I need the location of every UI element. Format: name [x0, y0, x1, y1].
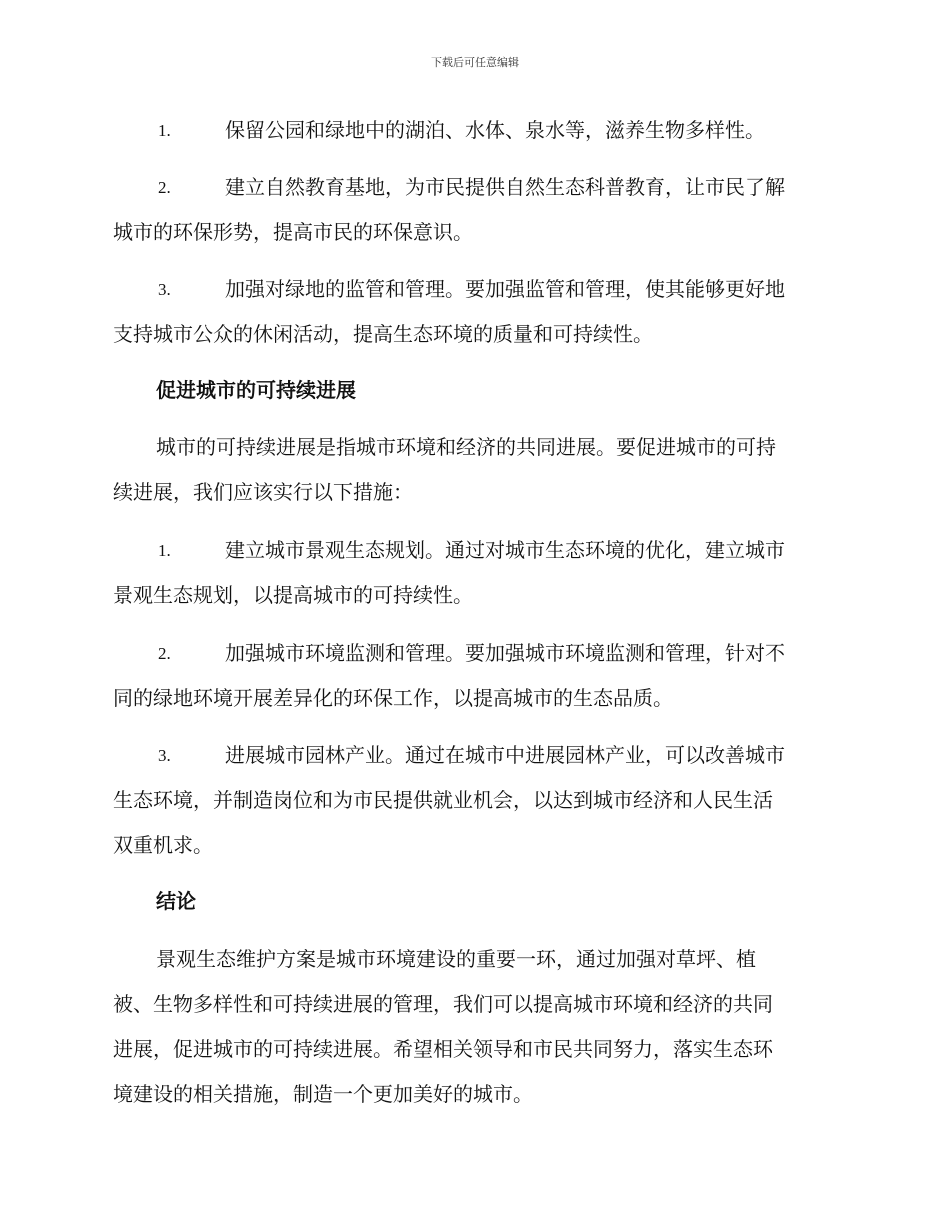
list-text-line: 进展城市园林产业。通过在城市中进展园林产业，可以改善城市 [225, 743, 785, 767]
paragraph [113, 937, 835, 1117]
list-text-line: 建立自然教育基地，为市民提供自然生态科普教育，让市民了解 [225, 175, 785, 199]
list-text-line: 生态环境，并制造岗位和为市民提供就业机会，以达到城市经济和人民生活 [113, 788, 773, 812]
list-item [113, 267, 835, 357]
list-number: 2. [158, 178, 171, 197]
paragraph-line: 境建设的相关措施，制造一个更加美好的城市。 [113, 1082, 533, 1106]
paragraph [113, 425, 835, 515]
list-text-line: 加强对绿地的监管和管理。要加强监管和管理，使其能够更好地 [225, 277, 785, 301]
list-item [113, 165, 835, 255]
section-heading: 促进城市的可持续进展 [156, 378, 356, 402]
list-text-line: 城市的环保形势，提高市民的环保意识。 [113, 220, 473, 244]
list-text-line: 加强城市环境监测和管理。要加强城市环境监测和管理，针对不 [225, 641, 785, 665]
list-text-line: 建立城市景观生态规划。通过对城市生态环境的优化，建立城市 [225, 538, 785, 562]
paragraph-line: 景观生态维护方案是城市环境建设的重要一环，通过加强对草坪、植 [156, 947, 756, 971]
paragraph-line: 城市的可持续进展是指城市环境和经济的共同进展。要促进城市的可持 [156, 435, 776, 459]
list-text-line: 景观生态规划，以提高城市的可持续性。 [113, 583, 473, 607]
list-item [113, 733, 835, 868]
list-text-line: 双重机求。 [113, 833, 213, 857]
paragraph-line: 进展，促进城市的可持续进展。希望相关领导和市民共同努力，落实生态环 [113, 1037, 773, 1061]
list-item [113, 631, 835, 721]
list-text-line: 支持城市公众的休闲活动，提高生态环境的质量和可持续性。 [113, 322, 653, 346]
section-heading: 结论 [156, 889, 196, 913]
list-text-line: 同的绿地环境开展差异化的环保工作，以提高城市的生态品质。 [113, 686, 673, 710]
list-number: 3. [158, 280, 171, 299]
header-note: 下载后可任意编辑 [431, 56, 519, 69]
list-number: 1. [158, 541, 171, 560]
list-number: 2. [158, 644, 171, 663]
list-text-line: 保留公园和绿地中的湖泊、水体、泉水等，滋养生物多样性。 [225, 118, 765, 142]
paragraph-line: 续进展，我们应该实行以下措施： [113, 480, 413, 504]
list-item [113, 528, 835, 618]
paragraph-line: 被、生物多样性和可持续进展的管理，我们可以提高城市环境和经济的共同 [113, 992, 773, 1016]
list-number: 3. [158, 746, 171, 765]
list-number: 1. [158, 121, 171, 140]
list-item [113, 108, 835, 153]
